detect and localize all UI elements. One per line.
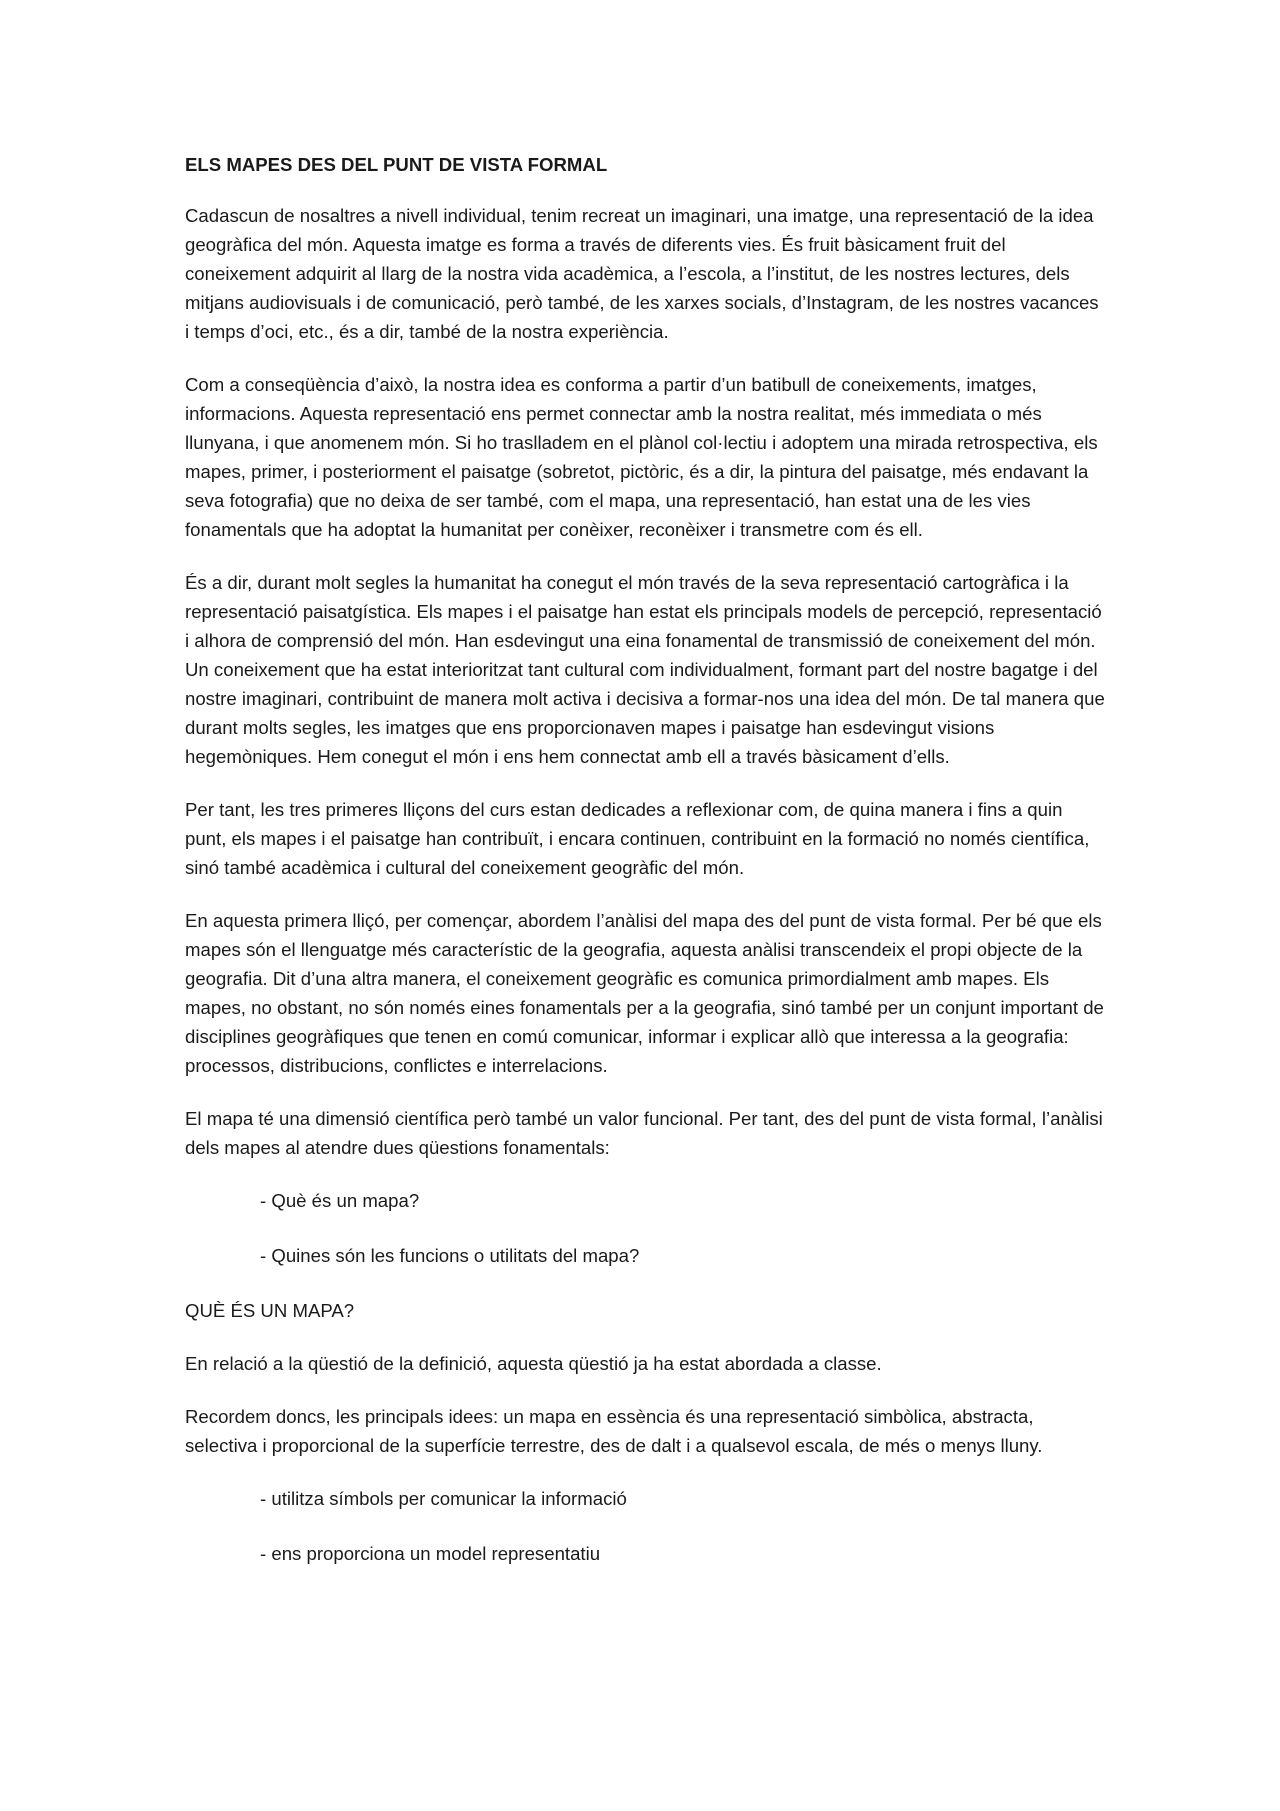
paragraph-6: El mapa té una dimensió científica però també un valor funcional. Per tant, des del punt de vista formal, l’anàlisi dels mapes al atendre dues qüestions fonamentals: — [185, 1108, 1103, 1158]
paragraph-4: Per tant, les tres primeres lliçons del curs estan dedicades a reflexionar com, de quina manera i fins a quin punt, els mapes i el paisatge han contribuït, i encara continuen, contribuint en la formació no només científica, sinó també acadèmica i cultural del coneixement geogràfic del món. — [185, 799, 1090, 878]
bullet-item-1: - utilitza símbols per comunicar la informació — [260, 1488, 627, 1509]
section-paragraph-1: En relació a la qüestió de la definició, aquesta qüestió ja ha estat abordada a classe. — [185, 1353, 882, 1374]
paragraph-1: Cadascun de nosaltres a nivell individual, tenim recreat un imaginari, una imatge, una representació de la idea geogràfica del món. Aquesta imatge es forma a través de diferents vies. És fruit bàsicament fruit del coneixement adquirit al llarg de la nostra vida acadèmica, a l’escola, a l’institut, de les nostres lectures, dels mitjans audiovisuals i de comunicació, però també, de les xarxes socials, d’Instagram, de les nostres vacances i temps d’oci, etc., és a dir, també de la nostra experiència. — [185, 205, 1099, 342]
document-title: ELS MAPES DES DEL PUNT DE VISTA FORMAL — [185, 154, 608, 175]
question-item-1: - Què és un mapa? — [260, 1190, 420, 1211]
paragraph-2: Com a conseqüència d’això, la nostra idea es conforma a partir d’un batibull de coneixements, imatges, informacions. Aquesta representació ens permet connectar amb la nostra realitat, més immediata o més llunyana, i que anomenem món. Si ho traslladem en el plànol col·lectiu i adoptem una mirada retrospectiva, els mapes, primer, i posteriorment el paisatge (sobretot, pictòric, és a dir, la pintura del paisatge, més endavant la seva fotografia) que no deixa de ser també, com el mapa, una representació, han estat una de les vies fonamentals que ha adoptat la humanitat per conèixer, reconèixer i transmetre com és ell. — [185, 374, 1098, 540]
section-paragraph-2: Recordem doncs, les principals idees: un mapa en essència és una representació simbòlica, abstracta, selectiva i proporcional de la superfície terrestre, des de dalt i a qualsevol escala, de més o menys lluny. — [185, 1406, 1043, 1456]
question-item-2: - Quines són les funcions o utilitats del mapa? — [260, 1245, 640, 1266]
bullet-item-2: - ens proporciona un model representatiu — [260, 1543, 601, 1564]
document-page — [185, 150, 1105, 1594]
paragraph-5: En aquesta primera lliçó, per començar, abordem l’anàlisi del mapa des del punt de vista formal. Per bé que els mapes són el llenguatge més característic de la geografia, aquesta anàlisi transcendeix el propi objecte de la geografia. Dit d’una altra manera, el coneixement geogràfic es comunica primordialment amb mapes. Els mapes, no obstant, no són només eines fonamentals per a la geografia, sinó també per un conjunt important de disciplines geogràfiques que tenen en comú comunicar, informar i explicar allò que interessa a la geografia: processos, distribucions, conflictes e interrelacions. — [185, 910, 1104, 1076]
section-heading: QUÈ ÉS UN MAPA? — [185, 1300, 355, 1321]
paragraph-3: És a dir, durant molt segles la humanitat ha conegut el món través de la seva representació cartogràfica i la representació paisatgística. Els mapes i el paisatge han estat els principals models de percepció, representació i alhora de comprensió del món. Han esdevingut una eina fonamental de transmissió de coneixement del món. Un coneixement que ha estat interioritzat tant cultural com individualment, formant part del nostre bagatge i del nostre imaginari, contribuint de manera molt activa i decisiva a formar-nos una idea del món. De tal manera que durant molts segles, les imatges que ens proporcionaven mapes i paisatge han esdevingut visions hegemòniques. Hem conegut el món i ens hem connectat amb ell a través bàsicament d’ells. — [185, 572, 1105, 767]
